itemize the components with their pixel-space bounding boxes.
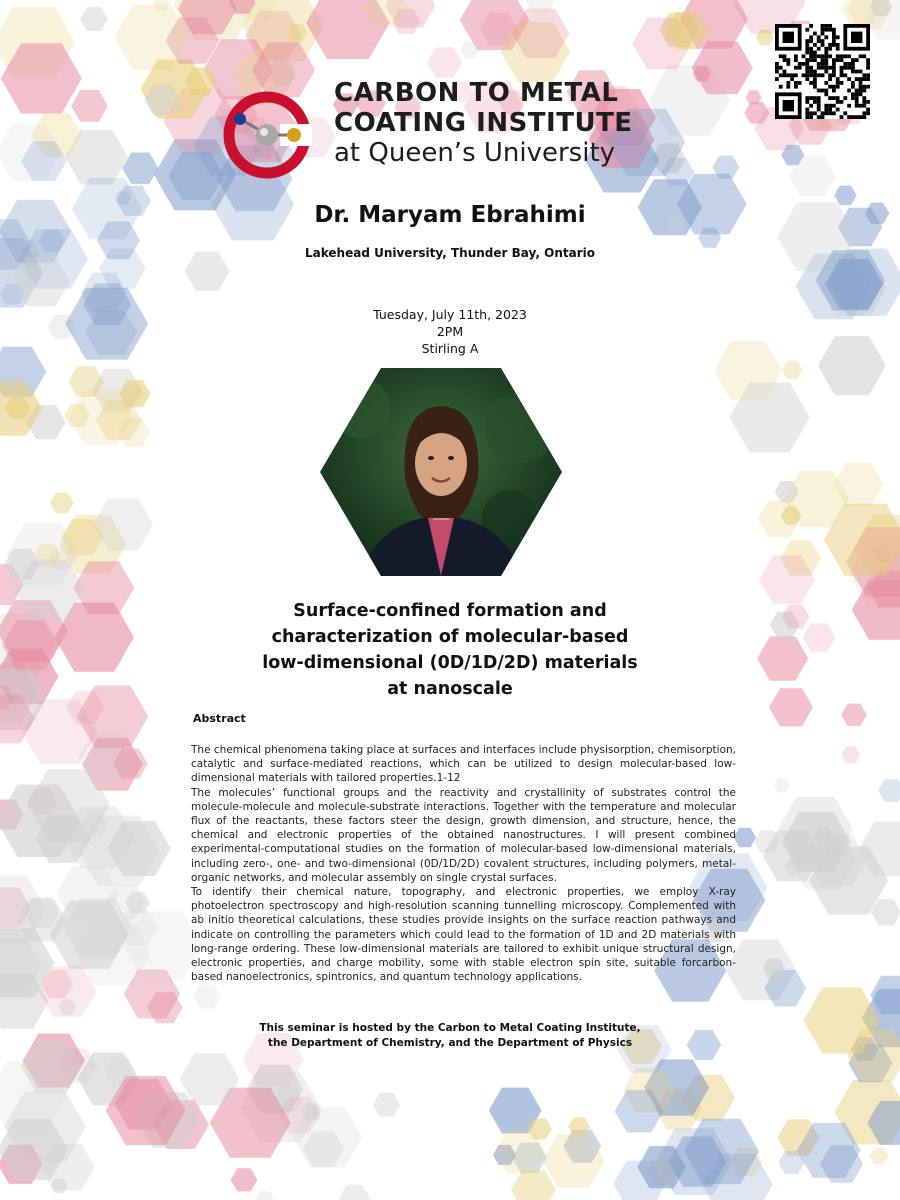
speaker-name: Dr. Maryam Ebrahimi bbox=[314, 202, 586, 228]
background-hexagon bbox=[231, 1168, 258, 1191]
host-note bbox=[0, 1021, 900, 1051]
qr-code-icon[interactable] bbox=[775, 24, 870, 119]
event-time: 2PM bbox=[436, 324, 464, 339]
institute-name bbox=[334, 78, 679, 168]
abstract-paragraph: To identify their chemical nature, topography, and electronic properties, we employ X-ray photoelectron spectroscopy and high-resolution scanning tunnelling microscopy. Complemented with ab initio theoretical calculations, these studies provide insights on the surface reaction pathways and indicate on controlling the parameters which could lead to the formation of 1D and 2D materials with long-range ordering. These low-dimensional materials are tailored to exhibit unique structural design, electronic properties, and charge mobility, some with stable electron spin site, suitable forcarbon-based nanoelectronics, spintronics, and quantum technology applications. bbox=[191, 886, 736, 984]
institute-name-line1: CARBON TO METAL bbox=[334, 78, 619, 108]
institute-name-line3: at Queen’s University bbox=[334, 138, 616, 168]
background-hexagon bbox=[871, 899, 900, 925]
event-location: Stirling A bbox=[421, 341, 479, 356]
background-hexagon bbox=[257, 1191, 274, 1200]
talk-title-line: Surface-confined formation and bbox=[293, 601, 607, 621]
background-hexagon bbox=[734, 828, 757, 848]
event-date: Tuesday, July 11th, 2023 bbox=[373, 307, 527, 322]
abstract-paragraph: The molecules’ functional groups and the reactivity and crystallinity of substrates control the molecule-molecule and molecule-substrate interactions. Together with the temperature and molecular flux of the reactants, these factors steer the design, growth dimension, and structure, hence, the chemical and electronic properties of the obtained nanostructures. I will present combined experimental-computational studies on the formation of molecular-based low-dimensional materials, including zero-, one- and two-dimensional (0D/1D/2D) covalent structures, including polymers, metal-organic networks, and molecular assembly on single crystal surfaces. bbox=[191, 786, 736, 884]
institute-logo bbox=[222, 78, 672, 170]
background-hexagon bbox=[511, 1170, 556, 1200]
event-details bbox=[0, 306, 900, 357]
abstract-heading: Abstract bbox=[193, 712, 246, 725]
talk-title-line: low-dimensional (0D/1D/2D) materials bbox=[262, 653, 638, 673]
atom-c-logo-icon bbox=[222, 90, 312, 180]
background-hexagon bbox=[193, 985, 221, 1009]
talk-title-line: at nanoscale bbox=[387, 679, 513, 699]
background-hexagon bbox=[80, 7, 108, 31]
speaker-portrait bbox=[320, 368, 562, 576]
speaker-affiliation: Lakehead University, Thunder Bay, Ontario bbox=[305, 246, 595, 260]
abstract-paragraph: The chemical phenomena taking place at surfaces and interfaces include physisorption, chemisorption, catalytic and surface-mediated reactions, which can be utilized to design molecular-based low-dimensional materials with tailored properties.1-12 bbox=[191, 744, 736, 785]
background-hexagon bbox=[869, 1148, 888, 1164]
background-hexagon bbox=[427, 47, 462, 77]
talk-title-line: characterization of molecular-based bbox=[271, 627, 629, 647]
background-hexagon bbox=[878, 779, 900, 802]
background-hexagon bbox=[339, 1185, 370, 1200]
background-hexagon bbox=[841, 704, 867, 726]
institute-name-line2: COATING INSTITUTE bbox=[334, 108, 633, 138]
background-hexagon bbox=[782, 361, 803, 379]
abstract-body bbox=[191, 743, 736, 984]
background-hexagon bbox=[774, 778, 791, 792]
background-hexagon bbox=[373, 1093, 400, 1117]
background-hexagon bbox=[71, 90, 108, 122]
background-hexagon bbox=[50, 493, 74, 514]
host-note-line1: This seminar is hosted by the Carbon to Metal Coating Institute, bbox=[259, 1022, 641, 1034]
background-hexagon bbox=[841, 747, 860, 764]
host-note-line2: the Department of Chemistry, and the Department of Physics bbox=[267, 1037, 633, 1049]
talk-title bbox=[0, 598, 900, 702]
